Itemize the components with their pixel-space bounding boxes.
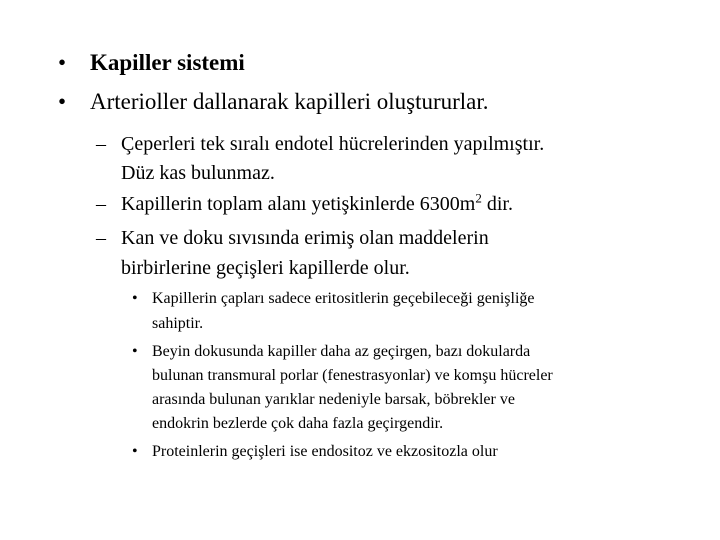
detail-text: Kapillerin çapları sadece eritositlerin geçebileceği genişliğe [152, 290, 535, 307]
bullet-text: Arterioller dallanarak kapilleri oluştururlar. [90, 89, 489, 114]
sub-item-text: Düz kas bulunmaz. [121, 162, 275, 184]
detail-text: sahiptir. [152, 315, 204, 332]
bullet-icon: • [58, 50, 67, 75]
bullet-icon: • [132, 343, 138, 360]
detail-text: bulunan transmural porlar (fenestrasyonlar) ve komşu hücreler [152, 367, 553, 384]
dash-icon: – [96, 227, 106, 249]
bullet-icon: • [58, 89, 67, 114]
sub-item-text: Çeperleri tek sıralı endotel hücrelerinden yapılmıştır. [121, 133, 545, 155]
sub-item-text: Kapillerin toplam alanı yetişkinlerde $6300m^2$ dir. [121, 190, 513, 215]
dash-icon: – [96, 133, 106, 155]
detail-text: arasında bulunan yarıklar nedeniyle barsak, böbrekler ve [152, 391, 515, 408]
detail-text: Beyin dokusunda kapiller daha az geçirgen, bazı dokularda [152, 343, 531, 360]
bullet-icon: • [132, 443, 138, 460]
detail-text: endokrin bezlerde çok daha fazla geçirgendir. [152, 415, 444, 432]
bullet-icon: • [132, 290, 138, 307]
dash-icon: – [96, 193, 106, 215]
sub-item-text: birbirlerine geçişleri kapillerde olur. [121, 257, 410, 279]
bullet-text: Kapiller sistemi [90, 50, 245, 75]
detail-text: Proteinlerin geçişleri ise endositoz ve ekzositozla olur [152, 443, 498, 460]
superscript: 2 [475, 190, 482, 206]
sub-item-text: Kan ve doku sıvısında erimiş olan maddelerin [121, 227, 489, 249]
